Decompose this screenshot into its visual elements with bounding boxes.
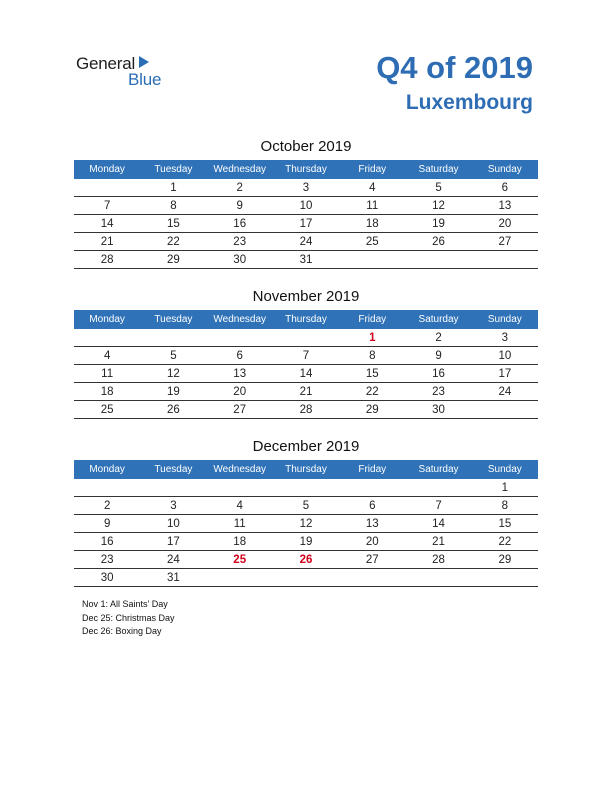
weekday-header: Tuesday <box>140 460 206 479</box>
day-cell: 21 <box>273 383 339 401</box>
empty-day-cell <box>273 569 339 587</box>
empty-day-cell <box>74 179 140 197</box>
empty-day-cell <box>472 569 538 587</box>
calendar-grid <box>74 460 538 587</box>
weekday-header: Saturday <box>405 160 471 179</box>
weekday-header: Monday <box>74 460 140 479</box>
day-cell: 7 <box>273 347 339 365</box>
empty-day-cell <box>207 569 273 587</box>
week-row <box>74 347 538 365</box>
weekday-header: Sunday <box>472 160 538 179</box>
day-cell: 8 <box>472 497 538 515</box>
day-cell: 15 <box>339 365 405 383</box>
empty-day-cell <box>339 479 405 497</box>
weekday-header: Thursday <box>273 310 339 329</box>
month-title: November 2019 <box>252 288 360 305</box>
day-cell: 5 <box>140 347 206 365</box>
week-row <box>74 551 538 569</box>
day-cell: 14 <box>405 515 471 533</box>
empty-day-cell <box>140 479 206 497</box>
day-cell: 3 <box>273 179 339 197</box>
empty-day-cell <box>472 401 538 419</box>
holiday-note: Nov 1: All Saints’ Day <box>82 599 168 609</box>
week-row <box>74 533 538 551</box>
day-cell: 25 <box>339 233 405 251</box>
week-row <box>74 497 538 515</box>
day-cell: 12 <box>405 197 471 215</box>
week-row <box>74 197 538 215</box>
day-cell: 12 <box>273 515 339 533</box>
weekday-header: Thursday <box>273 460 339 479</box>
day-cell: 9 <box>74 515 140 533</box>
empty-day-cell <box>273 479 339 497</box>
weekday-header: Sunday <box>472 460 538 479</box>
day-cell: 24 <box>472 383 538 401</box>
day-cell: 3 <box>472 329 538 347</box>
day-cell: 21 <box>405 533 471 551</box>
day-cell: 26 <box>405 233 471 251</box>
day-cell: 7 <box>405 497 471 515</box>
day-cell: 22 <box>339 383 405 401</box>
weekday-header: Monday <box>74 160 140 179</box>
day-cell: 25 <box>74 401 140 419</box>
day-cell: 28 <box>405 551 471 569</box>
page-subtitle: Luxembourg <box>405 91 533 114</box>
day-cell: 13 <box>472 197 538 215</box>
day-cell: 19 <box>140 383 206 401</box>
day-cell: 14 <box>273 365 339 383</box>
day-cell: 17 <box>273 215 339 233</box>
holiday-day-cell: 25 <box>207 551 273 569</box>
day-cell: 24 <box>140 551 206 569</box>
day-cell: 31 <box>140 569 206 587</box>
day-cell: 2 <box>405 329 471 347</box>
day-cell: 29 <box>140 251 206 269</box>
day-cell: 20 <box>472 215 538 233</box>
day-cell: 22 <box>472 533 538 551</box>
day-cell: 12 <box>140 365 206 383</box>
day-cell: 21 <box>74 233 140 251</box>
day-cell: 27 <box>207 401 273 419</box>
day-cell: 11 <box>339 197 405 215</box>
day-cell: 22 <box>140 233 206 251</box>
day-cell: 4 <box>207 497 273 515</box>
brand-logo <box>76 54 186 88</box>
day-cell: 28 <box>273 401 339 419</box>
weekday-header: Wednesday <box>207 310 273 329</box>
day-cell: 16 <box>207 215 273 233</box>
weekday-header: Sunday <box>472 310 538 329</box>
day-cell: 6 <box>472 179 538 197</box>
week-row <box>74 383 538 401</box>
day-cell: 13 <box>207 365 273 383</box>
day-cell: 17 <box>140 533 206 551</box>
week-row <box>74 215 538 233</box>
day-cell: 3 <box>140 497 206 515</box>
weekday-header: Friday <box>339 460 405 479</box>
week-row <box>74 365 538 383</box>
day-cell: 19 <box>405 215 471 233</box>
day-cell: 14 <box>74 215 140 233</box>
day-cell: 17 <box>472 365 538 383</box>
day-cell: 27 <box>339 551 405 569</box>
day-cell: 31 <box>273 251 339 269</box>
day-cell: 23 <box>405 383 471 401</box>
day-cell: 23 <box>207 233 273 251</box>
weekday-header: Wednesday <box>207 460 273 479</box>
day-cell: 6 <box>207 347 273 365</box>
logo-flag-icon <box>139 56 149 68</box>
day-cell: 24 <box>273 233 339 251</box>
week-row <box>74 401 538 419</box>
empty-day-cell <box>140 329 206 347</box>
day-cell: 15 <box>140 215 206 233</box>
day-cell: 2 <box>74 497 140 515</box>
day-cell: 11 <box>74 365 140 383</box>
day-cell: 5 <box>273 497 339 515</box>
day-cell: 2 <box>207 179 273 197</box>
weekday-header: Wednesday <box>207 160 273 179</box>
week-row <box>74 233 538 251</box>
day-cell: 29 <box>339 401 405 419</box>
month-title: October 2019 <box>260 138 352 155</box>
day-cell: 18 <box>207 533 273 551</box>
day-cell: 9 <box>405 347 471 365</box>
day-cell: 1 <box>472 479 538 497</box>
day-cell: 4 <box>74 347 140 365</box>
day-cell: 9 <box>207 197 273 215</box>
empty-day-cell <box>207 479 273 497</box>
day-cell: 8 <box>339 347 405 365</box>
weekday-header: Saturday <box>405 460 471 479</box>
empty-day-cell <box>405 251 471 269</box>
day-cell: 4 <box>339 179 405 197</box>
week-row <box>74 179 538 197</box>
weekday-header: Tuesday <box>140 310 206 329</box>
empty-day-cell <box>339 251 405 269</box>
day-cell: 10 <box>140 515 206 533</box>
empty-day-cell <box>405 569 471 587</box>
day-cell: 1 <box>140 179 206 197</box>
logo-text-blue: Blue <box>128 70 162 89</box>
day-cell: 11 <box>207 515 273 533</box>
weekday-header: Monday <box>74 310 140 329</box>
weekday-header: Tuesday <box>140 160 206 179</box>
day-cell: 8 <box>140 197 206 215</box>
logo-text-general: General <box>76 54 136 73</box>
month-november <box>74 288 538 419</box>
empty-day-cell <box>273 329 339 347</box>
weekday-header: Thursday <box>273 160 339 179</box>
day-cell: 19 <box>273 533 339 551</box>
empty-day-cell <box>472 251 538 269</box>
day-cell: 18 <box>74 383 140 401</box>
empty-day-cell <box>339 569 405 587</box>
month-october <box>74 138 538 269</box>
day-cell: 27 <box>472 233 538 251</box>
holiday-notes <box>82 598 175 639</box>
day-cell: 30 <box>207 251 273 269</box>
holiday-day-cell: 1 <box>339 329 405 347</box>
weekday-header: Saturday <box>405 310 471 329</box>
empty-day-cell <box>74 329 140 347</box>
day-cell: 30 <box>74 569 140 587</box>
day-cell: 29 <box>472 551 538 569</box>
empty-day-cell <box>207 329 273 347</box>
day-cell: 6 <box>339 497 405 515</box>
day-cell: 15 <box>472 515 538 533</box>
calendar-grid <box>74 160 538 269</box>
holiday-day-cell: 26 <box>273 551 339 569</box>
day-cell: 20 <box>207 383 273 401</box>
day-cell: 10 <box>472 347 538 365</box>
day-cell: 5 <box>405 179 471 197</box>
week-row <box>74 479 538 497</box>
calendar-grid <box>74 310 538 419</box>
holiday-note: Dec 25: Christmas Day <box>82 612 175 623</box>
week-row <box>74 569 538 587</box>
day-cell: 26 <box>140 401 206 419</box>
week-row <box>74 329 538 347</box>
week-row <box>74 515 538 533</box>
month-title: December 2019 <box>252 438 360 455</box>
empty-day-cell <box>405 479 471 497</box>
week-row <box>74 251 538 269</box>
page-title: Q4 of 2019 <box>376 50 533 85</box>
day-cell: 13 <box>339 515 405 533</box>
day-cell: 16 <box>74 533 140 551</box>
day-cell: 10 <box>273 197 339 215</box>
day-cell: 20 <box>339 533 405 551</box>
day-cell: 18 <box>339 215 405 233</box>
holiday-note: Dec 26: Boxing Day <box>82 626 162 636</box>
day-cell: 30 <box>405 401 471 419</box>
empty-day-cell <box>74 479 140 497</box>
day-cell: 28 <box>74 251 140 269</box>
day-cell: 23 <box>74 551 140 569</box>
month-december <box>74 438 538 587</box>
day-cell: 16 <box>405 365 471 383</box>
weekday-header: Friday <box>339 160 405 179</box>
day-cell: 7 <box>74 197 140 215</box>
weekday-header: Friday <box>339 310 405 329</box>
